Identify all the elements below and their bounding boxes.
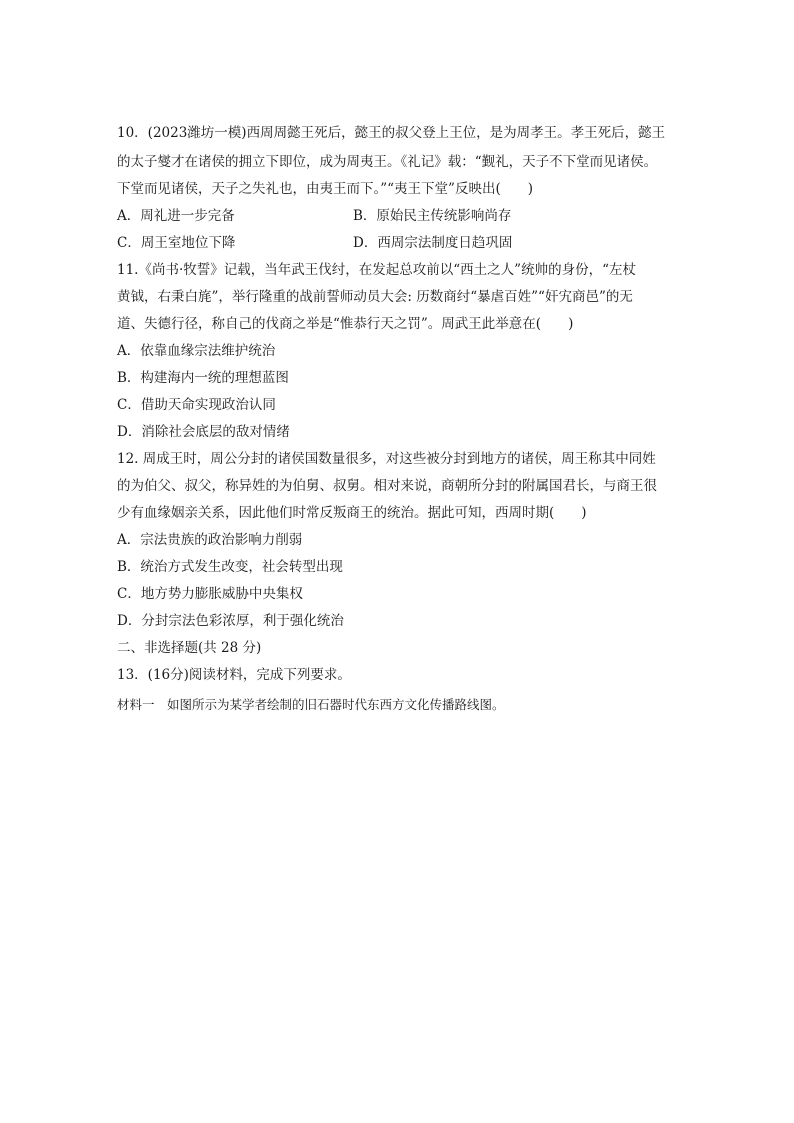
question-11-line-2: 黄钺，右秉白旄”，举行隆重的战前誓师动员大会: 历数商纣“暴虐百姓”“奸宄商邑”的无 xyxy=(117,289,633,305)
question-13-stem: 13．(16分)阅读材料，完成下列要求。 xyxy=(117,667,351,683)
question-10-line-3: 下堂而见诸侯，天子之失礼也，由夷王而下。”“夷王下堂”反映出( ) xyxy=(117,181,533,197)
question-12-option-c: C．地方势力膨胀威胁中央集权 xyxy=(117,586,303,602)
question-12-option-b: B．统治方式发生改变，社会转型出现 xyxy=(117,559,343,575)
question-10-options-row-2 xyxy=(117,230,677,257)
question-12-line-2: 的为伯父、叔父，称异姓的为伯舅、叔舅。相对来说，商朝所分封的附属国君长，与商王很 xyxy=(117,478,657,494)
question-10-option-a: A．周礼进一步完备 xyxy=(117,208,235,224)
question-11 xyxy=(117,257,677,446)
question-12-line-1: 12. 周成王时，周公分封的诸侯国数量很多，对这些被分封到地方的诸侯，周王称其中同姓 xyxy=(117,451,656,467)
question-12 xyxy=(117,446,677,635)
question-10-line-1: 10．(2023潍坊一模)西周周懿王死后，懿王的叔父登上王位，是为周孝王。孝王死后，懿王 xyxy=(117,125,666,141)
question-10-option-d: D．西周宗法制度日趋巩固 xyxy=(353,235,513,251)
question-12-line-3: 少有血缘姻亲关系，因此他们时常反叛商王的统治。据此可知，西周时期( ) xyxy=(117,505,587,521)
question-10-option-c: C．周王室地位下降 xyxy=(117,235,236,251)
question-12-option-a: A．宗法贵族的政治影响力削弱 xyxy=(117,532,303,548)
question-11-option-c: C．借助天命实现政治认同 xyxy=(117,397,276,413)
question-10-options-row-1 xyxy=(117,203,677,230)
question-10-option-b: B．原始民主传统影响尚存 xyxy=(353,208,512,224)
section-heading: 二、非选择题(共 28 分) xyxy=(117,640,262,656)
section-non-choice xyxy=(117,635,677,717)
question-10-line-2: 的太子燮才在诸侯的拥立下即位，成为周夷王。《礼记》载：“觐礼，天子不下堂而见诸侯。 xyxy=(117,154,658,170)
material-one: 材料一 如图所示为某学者绘制的旧石器时代东西方文化传播路线图。 xyxy=(117,697,505,712)
question-11-option-b: B．构建海内一统的理想蓝图 xyxy=(117,370,289,386)
question-11-option-a: A．依靠血缘宗法维护统治 xyxy=(117,343,276,359)
question-10 xyxy=(117,122,677,257)
question-content xyxy=(117,122,677,717)
question-11-option-d: D．消除社会底层的敌对情绪 xyxy=(117,424,290,440)
question-12-option-d: D．分封宗法色彩浓厚，利于强化统治 xyxy=(117,613,344,629)
question-11-line-1: 11.《尚书·牧誓》记载，当年武王伐纣，在发起总攻前以“西土之人”统帅的身份，“左杖 xyxy=(117,262,636,278)
question-11-line-3: 道、失德行径，称自己的伐商之举是“惟恭行天之罚”。周武王此举意在( ) xyxy=(117,316,574,332)
